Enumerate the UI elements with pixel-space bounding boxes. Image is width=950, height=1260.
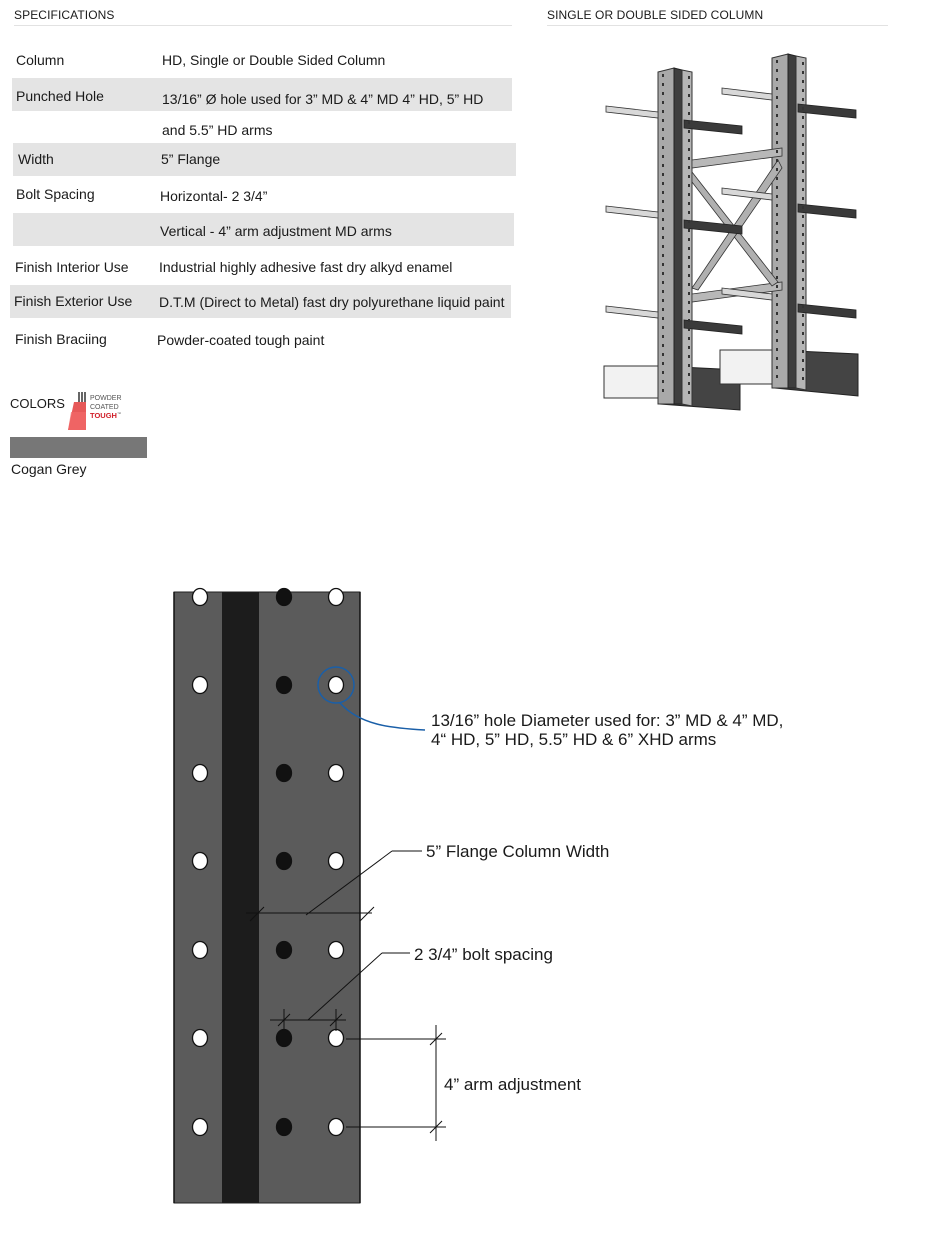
perforation-dot xyxy=(662,227,664,230)
spec-value: Industrial highly adhesive fast dry alkyd enamel xyxy=(159,259,453,275)
perforation-dot xyxy=(776,60,778,63)
perforation-dot xyxy=(802,269,804,272)
column-hole xyxy=(193,853,208,870)
perforation-dot xyxy=(802,71,804,74)
spec-label: Column xyxy=(16,52,65,68)
perforation-dot xyxy=(662,119,664,122)
perforation-dot xyxy=(776,276,778,279)
perforation-dot xyxy=(776,348,778,351)
perforation-dot xyxy=(776,114,778,117)
perforation-dot xyxy=(776,267,778,270)
column-hole xyxy=(277,677,292,694)
perforation-dot xyxy=(662,83,664,86)
perforation-dot xyxy=(802,251,804,254)
perforation-dot xyxy=(802,305,804,308)
perforation-dot xyxy=(662,74,664,77)
perforation-dot xyxy=(688,256,690,259)
column-hole xyxy=(193,1030,208,1047)
perforation-dot xyxy=(662,245,664,248)
perforation-dot xyxy=(662,218,664,221)
perforation-dot xyxy=(688,238,690,241)
perforation-dot xyxy=(776,357,778,360)
perforation-dot xyxy=(802,161,804,164)
spec-row-punched-hole-cont xyxy=(12,112,512,142)
perforation-dot xyxy=(662,380,664,383)
spec-row-finish-bracing xyxy=(12,322,512,354)
hole-annotation-line1: 13/16” hole Diameter used for: 3” MD & 4” MD, xyxy=(431,711,784,730)
perforation-dot xyxy=(802,197,804,200)
perforation-dot xyxy=(688,193,690,196)
perforation-dot xyxy=(662,335,664,338)
perforation-dot xyxy=(776,249,778,252)
spec-row-punched-hole xyxy=(12,78,512,111)
perforation-dot xyxy=(802,377,804,380)
perforation-dot xyxy=(688,184,690,187)
spec-value: D.T.M (Direct to Metal) fast dry polyurethane liquid paint xyxy=(159,294,505,310)
logo-text-powder: POWDER xyxy=(90,395,122,402)
column-hole xyxy=(329,589,344,606)
cantilever-rack-illustration xyxy=(600,48,865,418)
spec-label: Finish Braciing xyxy=(15,331,107,347)
perforation-dot xyxy=(802,134,804,137)
spec-value: Powder-coated tough paint xyxy=(157,332,325,348)
perforation-dot xyxy=(662,191,664,194)
spec-value: Vertical - 4” arm adjustment MD arms xyxy=(160,223,392,239)
spec-value: Horizontal- 2 3/4” xyxy=(160,188,268,204)
perforation-dot xyxy=(688,112,690,115)
perforation-dot xyxy=(776,159,778,162)
perforation-dot xyxy=(688,301,690,304)
column-hole xyxy=(329,942,344,959)
spec-value: HD, Single or Double Sided Column xyxy=(162,52,386,68)
perforation-dot xyxy=(802,350,804,353)
perforation-dot xyxy=(802,242,804,245)
perforation-dot xyxy=(802,323,804,326)
perforation-dot xyxy=(688,247,690,250)
perforation-dot xyxy=(776,303,778,306)
perforation-dot xyxy=(776,150,778,153)
perforation-dot xyxy=(662,146,664,149)
perforation-dot xyxy=(802,206,804,209)
perforation-dot xyxy=(802,359,804,362)
perforation-dot xyxy=(662,128,664,131)
spec-value: and 5.5” HD arms xyxy=(162,122,273,138)
perforation-dot xyxy=(688,283,690,286)
perforation-dot xyxy=(802,341,804,344)
logo-trademark: ™ xyxy=(117,411,121,416)
perforation-dot xyxy=(776,339,778,342)
perforation-dot xyxy=(688,94,690,97)
perforation-dot xyxy=(662,110,664,113)
column-hole xyxy=(193,677,208,694)
perforation-dot xyxy=(776,312,778,315)
perforation-dot xyxy=(802,188,804,191)
column-hole xyxy=(277,1030,292,1047)
perforation-dot xyxy=(662,254,664,257)
perforation-dot xyxy=(776,96,778,99)
perforation-dot xyxy=(776,213,778,216)
perforation-dot xyxy=(688,265,690,268)
perforation-dot xyxy=(662,155,664,158)
perforation-dot xyxy=(662,272,664,275)
perforation-dot xyxy=(688,202,690,205)
perforation-dot xyxy=(776,177,778,180)
perforation-dot xyxy=(802,170,804,173)
perforation-dot xyxy=(662,344,664,347)
spec-row-finish-interior xyxy=(12,250,512,282)
logo-mark-icon xyxy=(68,392,86,430)
perforation-dot xyxy=(802,80,804,83)
spec-label: Width xyxy=(18,151,54,167)
perforation-dot xyxy=(776,105,778,108)
perforation-dot xyxy=(662,200,664,203)
perforation-dot xyxy=(802,152,804,155)
perforation-dot xyxy=(776,204,778,207)
perforation-dot xyxy=(662,389,664,392)
column-hole xyxy=(277,1119,292,1136)
perforation-dot xyxy=(688,211,690,214)
perforation-dot xyxy=(662,92,664,95)
spec-row-width xyxy=(13,143,516,176)
spec-value: 13/16” Ø hole used for 3” MD & 4” MD 4” HD, 5” HD xyxy=(162,91,484,107)
perforation-dot xyxy=(776,366,778,369)
perforation-dot xyxy=(662,371,664,374)
perforation-dot xyxy=(688,76,690,79)
specifications-title: SPECIFICATIONS xyxy=(14,8,512,26)
perforation-dot xyxy=(776,231,778,234)
perforation-dot xyxy=(776,330,778,333)
perforation-dot xyxy=(688,139,690,142)
perforation-dot xyxy=(662,290,664,293)
perforation-dot xyxy=(688,328,690,331)
perforation-dot xyxy=(802,368,804,371)
spec-value: 5” Flange xyxy=(161,151,221,167)
column-hole xyxy=(277,942,292,959)
perforation-dot xyxy=(776,222,778,225)
perforation-dot xyxy=(662,299,664,302)
perforation-dot xyxy=(662,353,664,356)
column-hole xyxy=(277,765,292,782)
column-hole xyxy=(193,942,208,959)
perforation-dot xyxy=(688,220,690,223)
perforation-dot xyxy=(802,143,804,146)
perforation-dot xyxy=(776,87,778,90)
perforation-dot xyxy=(802,332,804,335)
perforation-dot xyxy=(688,346,690,349)
color-swatch xyxy=(10,437,147,458)
perforation-dot xyxy=(776,168,778,171)
spec-row-finish-exterior xyxy=(10,285,511,318)
perforation-dot xyxy=(688,319,690,322)
colors-label: COLORS xyxy=(10,396,65,411)
perforation-dot xyxy=(662,101,664,104)
perforation-dot xyxy=(688,148,690,151)
perforation-dot xyxy=(776,141,778,144)
column-hole xyxy=(329,677,344,694)
perforation-dot xyxy=(688,85,690,88)
perforation-dot xyxy=(662,317,664,320)
perforation-dot xyxy=(776,294,778,297)
perforation-dot xyxy=(662,326,664,329)
perforation-dot xyxy=(802,107,804,110)
perforation-dot xyxy=(662,164,664,167)
perforation-dot xyxy=(802,287,804,290)
perforation-dot xyxy=(776,78,778,81)
spec-label: Finish Interior Use xyxy=(15,259,129,275)
spec-row-bolt-spacing xyxy=(12,178,512,210)
column-hole xyxy=(329,1030,344,1047)
perforation-dot xyxy=(776,321,778,324)
perforation-dot xyxy=(802,62,804,65)
perforation-dot xyxy=(802,260,804,263)
column-hole xyxy=(277,853,292,870)
perforation-dot xyxy=(688,373,690,376)
column-web xyxy=(222,592,259,1203)
spec-label: Finish Exterior Use xyxy=(14,293,133,309)
perforation-dot xyxy=(662,263,664,266)
column-hole xyxy=(193,1119,208,1136)
spec-row-bolt-spacing-vertical xyxy=(13,213,514,246)
perforation-dot xyxy=(688,175,690,178)
column-hole xyxy=(329,765,344,782)
perforation-dot xyxy=(776,195,778,198)
column-hole xyxy=(329,1119,344,1136)
color-swatch-name: Cogan Grey xyxy=(11,461,87,477)
perforation-dot xyxy=(776,69,778,72)
spec-label: Punched Hole xyxy=(16,88,104,104)
perforation-dot xyxy=(802,314,804,317)
perforation-dot xyxy=(688,121,690,124)
perforation-dot xyxy=(688,364,690,367)
bolt-spacing-annotation: 2 3/4” bolt spacing xyxy=(414,945,553,964)
perforation-dot xyxy=(662,236,664,239)
perforation-dot xyxy=(688,355,690,358)
perforation-dot xyxy=(688,391,690,394)
arm-adjustment-annotation: 4” arm adjustment xyxy=(444,1075,581,1094)
perforation-dot xyxy=(688,103,690,106)
perforation-dot xyxy=(688,166,690,169)
column-hole xyxy=(193,589,208,606)
column-hole xyxy=(193,765,208,782)
perforation-dot xyxy=(688,274,690,277)
perforation-dot xyxy=(662,173,664,176)
perforation-dot xyxy=(802,233,804,236)
perforation-dot xyxy=(802,224,804,227)
perforation-dot xyxy=(802,116,804,119)
perforation-dot xyxy=(802,215,804,218)
perforation-dot xyxy=(662,281,664,284)
hole-annotation-line2: 4“ HD, 5” HD, 5.5” HD & 6” XHD arms xyxy=(431,730,717,749)
perforation-dot xyxy=(802,179,804,182)
flange-width-annotation: 5” Flange Column Width xyxy=(426,842,610,861)
perforation-dot xyxy=(776,132,778,135)
perforation-dot xyxy=(688,292,690,295)
spec-label: Bolt Spacing xyxy=(16,186,95,202)
perforation-dot xyxy=(802,125,804,128)
perforation-dot xyxy=(776,258,778,261)
perforation-dot xyxy=(802,89,804,92)
powder-coated-tough-logo xyxy=(66,390,130,432)
perforation-dot xyxy=(776,285,778,288)
perforation-dot xyxy=(776,186,778,189)
perforation-dot xyxy=(688,310,690,313)
column-hole xyxy=(329,853,344,870)
perforation-dot xyxy=(688,157,690,160)
perforation-dot xyxy=(688,337,690,340)
column-detail-diagram xyxy=(160,585,820,1215)
perforation-dot xyxy=(776,123,778,126)
hole-diameter-annotation xyxy=(431,711,783,749)
spec-row-column xyxy=(12,43,512,75)
perforation-dot xyxy=(662,209,664,212)
perforation-dot xyxy=(688,130,690,133)
perforation-dot xyxy=(662,362,664,365)
perforation-dot xyxy=(662,137,664,140)
perforation-dot xyxy=(776,240,778,243)
perforation-dot xyxy=(776,375,778,378)
perforation-dot xyxy=(662,308,664,311)
perforation-dot xyxy=(802,98,804,101)
column-hole xyxy=(277,589,292,606)
perforation-dot xyxy=(802,278,804,281)
logo-text-tough: TOUGH xyxy=(90,411,117,420)
column-section-title: SINGLE OR DOUBLE SIDED COLUMN xyxy=(547,8,888,26)
perforation-dot xyxy=(662,182,664,185)
logo-text-coated: COATED xyxy=(90,404,119,411)
perforation-dot xyxy=(688,229,690,232)
perforation-dot xyxy=(802,296,804,299)
perforation-dot xyxy=(688,382,690,385)
